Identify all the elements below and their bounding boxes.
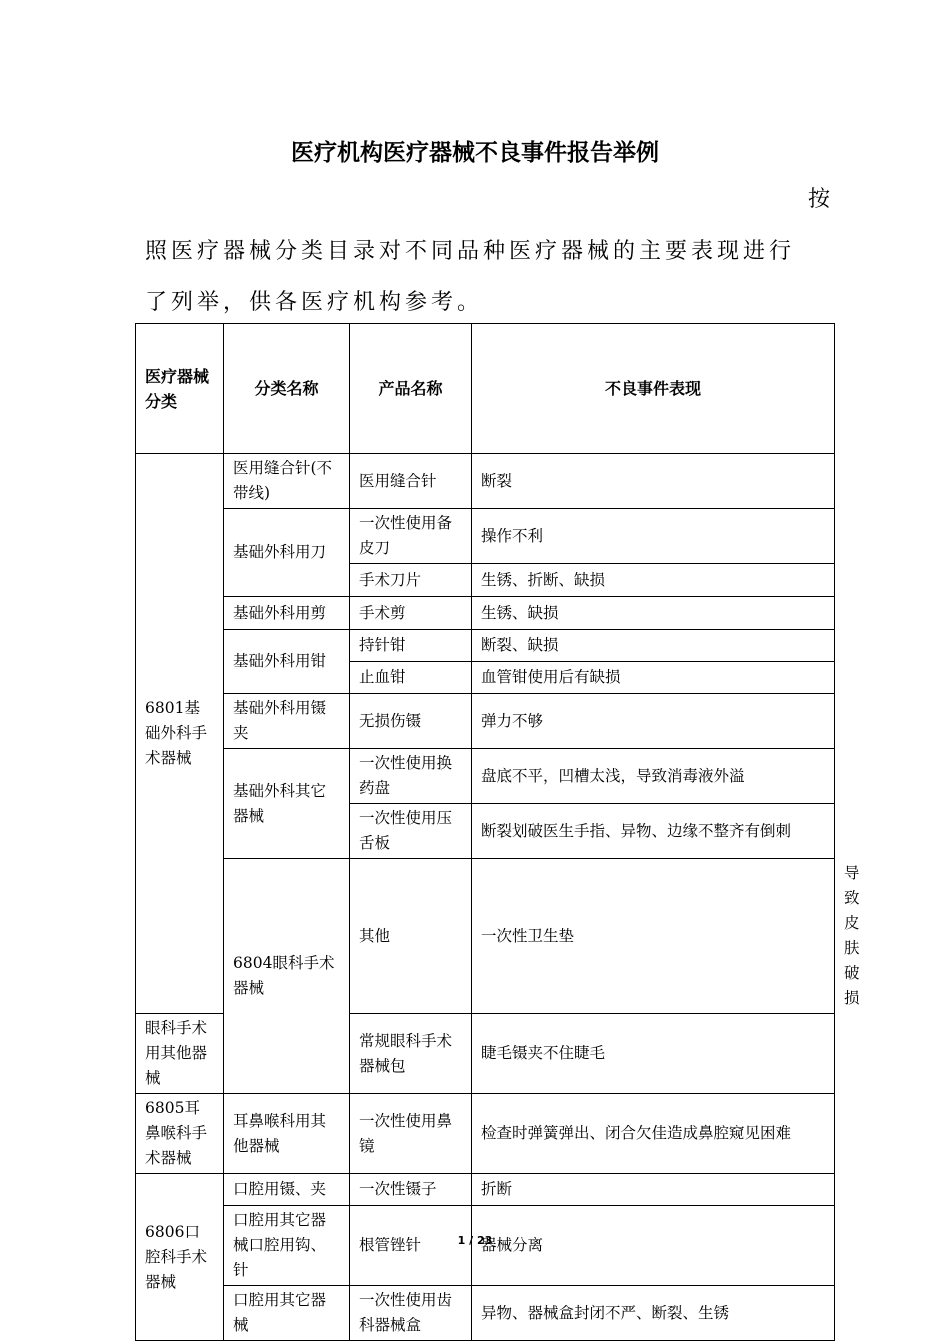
class-cell: 眼科手术用其他器械 — [136, 1014, 224, 1094]
product-cell: 医用缝合针 — [350, 454, 472, 509]
table-row — [136, 1094, 835, 1174]
class-cell: 基础外科其它器械 — [224, 749, 350, 859]
product-cell: 一次性使用压舌板 — [350, 804, 472, 859]
event-cell: 盘底不平，凹槽太浅，导致消毒液外溢 — [472, 749, 835, 804]
event-cell: 折断 — [472, 1174, 835, 1206]
class-cell: 口腔用其它器械口腔用钩、针 — [224, 1206, 350, 1286]
product-cell: 手术刀片 — [350, 564, 472, 597]
table-row — [136, 1286, 835, 1341]
event-cell: 生锈、缺损 — [472, 597, 835, 630]
product-cell: 一次性使用换药盘 — [350, 749, 472, 804]
table-row — [136, 597, 835, 630]
event-cell: 断裂 — [472, 454, 835, 509]
product-cell: 一次性使用齿科器械盒 — [350, 1286, 472, 1341]
table-row — [136, 630, 835, 662]
intro-first-char: 按 — [808, 187, 831, 212]
category-cell: 6804眼科手术器械 — [224, 859, 350, 1094]
class-cell: 其他 — [350, 859, 472, 1014]
table-header-row — [136, 324, 835, 454]
event-cell: 异物、器械盒封闭不严、断裂、生锈 — [472, 1286, 835, 1341]
adverse-event-table — [135, 323, 860, 1341]
page-number: 1 / 23 — [457, 1234, 493, 1247]
class-cell: 口腔用其它器械 — [224, 1286, 350, 1341]
category-cell: 6801基础外科手术器械 — [136, 454, 224, 1014]
header-class-name: 分类名称 — [224, 324, 350, 454]
product-cell: 止血钳 — [350, 662, 472, 694]
product-cell: 持针钳 — [350, 630, 472, 662]
table-row — [136, 1174, 835, 1206]
document-title: 医疗机构医疗器械不良事件报告举例 — [291, 140, 659, 166]
event-cell: 检查时弹簧弹出、闭合欠佳造成鼻腔窥见困难 — [472, 1094, 835, 1174]
intro-line-1: 照医疗器械分类目录对不同品种医疗器械的主要表现进行 — [145, 239, 796, 264]
event-cell: 操作不利 — [472, 509, 835, 564]
product-cell: 一次性使用鼻镜 — [350, 1094, 472, 1174]
product-cell: 一次性镊子 — [350, 1174, 472, 1206]
product-cell: 一次性卫生垫 — [472, 859, 835, 1014]
product-cell: 手术剪 — [350, 597, 472, 630]
event-cell: 弹力不够 — [472, 694, 835, 749]
event-cell: 睫毛镊夹不住睫毛 — [472, 1014, 835, 1094]
event-cell: 断裂划破医生手指、异物、边缘不整齐有倒刺 — [472, 804, 835, 859]
product-cell: 一次性使用备皮刀 — [350, 509, 472, 564]
event-cell: 器械分离 — [472, 1206, 835, 1286]
table-row — [136, 509, 835, 564]
header-device-category: 医疗器械分类 — [136, 324, 224, 454]
header-event: 不良事件表现 — [472, 324, 835, 454]
product-cell: 无损伤镊 — [350, 694, 472, 749]
category-cell: 6805耳鼻喉科手术器械 — [136, 1094, 224, 1174]
class-cell: 基础外科用镊夹 — [224, 694, 350, 749]
product-cell: 常规眼科手术器械包 — [350, 1014, 472, 1094]
class-cell: 口腔用镊、夹 — [224, 1174, 350, 1206]
event-cell: 断裂、缺损 — [472, 630, 835, 662]
header-product-name: 产品名称 — [350, 324, 472, 454]
class-cell: 耳鼻喉科用其他器械 — [224, 1094, 350, 1174]
table-row: 6804眼科手术器械 其他 一次性卫生垫 导致皮肤破损 — [136, 859, 835, 1014]
table-row — [136, 694, 835, 749]
class-cell: 基础外科用钳 — [224, 630, 350, 694]
table-row — [136, 749, 835, 804]
class-cell: 医用缝合针(不带线) — [224, 454, 350, 509]
product-cell: 根管锉针 — [350, 1206, 472, 1286]
event-cell: 生锈、折断、缺损 — [472, 564, 835, 597]
intro-line-2: 了列举，供各医疗机构参考。 — [145, 290, 484, 315]
class-cell: 基础外科用刀 — [224, 509, 350, 597]
table-row — [136, 454, 835, 509]
event-cell: 血管钳使用后有缺损 — [472, 662, 835, 694]
class-cell: 基础外科用剪 — [224, 597, 350, 630]
category-cell: 6806口腔科手术器械 — [136, 1174, 224, 1341]
